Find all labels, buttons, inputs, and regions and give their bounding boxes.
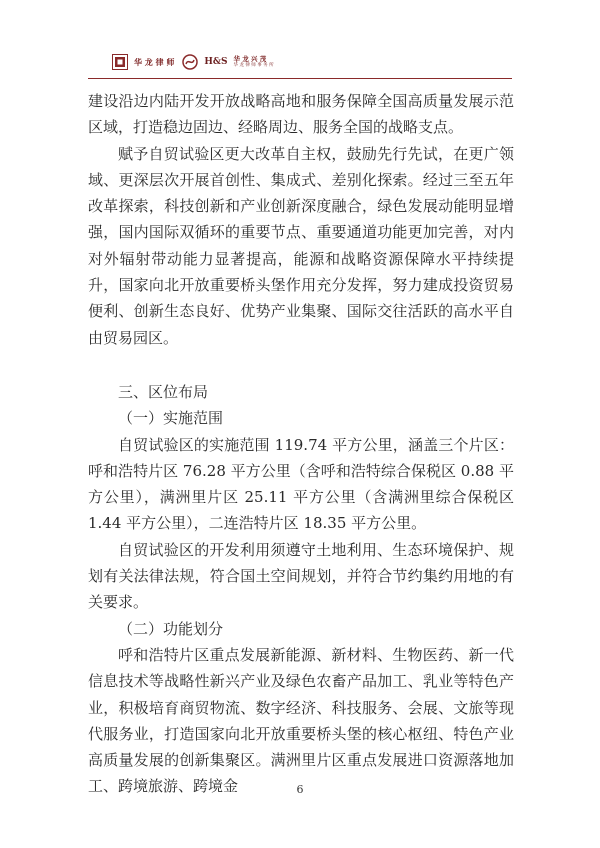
section-heading-location-layout: 三、区位布局: [118, 382, 209, 401]
section-gap: [88, 351, 514, 379]
document-body: [88, 88, 514, 800]
paragraph-land-use: 自贸试验区的开发利用须遵守土地利用、生态环境保护、规划有关法律法规，符合国土空间规划，并符合节约集约用地的有关要求。: [88, 540, 514, 612]
paragraph-scope: 自贸试验区的实施范围 119.74 平方公里，涵盖三个片区：呼和浩特片区 76.28 平方公里（含呼和浩特综合保税区 0.88 平方公里），满洲里片区 25.11 平方公里（含满洲里综合保税区 1.44 平方公里），二连浩特片区 18.35 平方公里。: [88, 435, 514, 533]
paragraph-hohhot-area: 呼和浩特片区重点发展新能源、新材料、生物医药、新一代信息技术等战略性新兴产业及绿色农畜产品加工、乳业等特色产业，积极培育商贸物流、数字经济、科技服务、会展、文旅等现代服务业，打造国家向北开放重要桥头堡的核心枢纽、特色产业高质量发展的创新集聚区。满洲里片区重点发展进口资源落地加工、跨境旅游、跨境金: [88, 645, 514, 796]
hs-logo-subtext: 华 龙 律 师 事 务 所: [233, 62, 274, 68]
hs-logo-text: 华 龙 兴 茂: [233, 55, 267, 63]
header-logos: [112, 52, 274, 72]
subheading-function-division: （二）功能划分: [118, 619, 224, 638]
hs-logo-mark: H&S: [204, 57, 228, 67]
hualong-logo-text: 华 龙 律 师: [134, 57, 175, 67]
paragraph-reform-autonomy: 赋予自贸试验区更大改革自主权，鼓励先行先试，在更广领域、更深层次开展首创性、集成式、差别化探索。经过三至五年改革探索，科技创新和产业创新深度融合，绿色发展动能明显增强，国内国际双循环的重要节点、重要通道功能更加完善，对内对外辐射带动能力显著提高，能源和战略资源保障水平持续提升，国家向北开放重要桥头堡作用充分发挥，努力建成投资贸易便利、创新生态良好、优势产业集聚、国际交往活跃的高水平自由贸易园区。: [88, 144, 514, 347]
subheading-implementation-scope: （一）实施范围: [118, 409, 224, 428]
paragraph-continued: 建设沿边内陆开发开放战略高地和服务保障全国高质量发展示范区域，打造稳边固边、经略周边、服务全国的战略支点。: [88, 92, 514, 137]
page-number: 6: [296, 783, 304, 796]
hs-logo-icon: [182, 54, 198, 70]
hs-logo-block: [234, 56, 274, 68]
hualong-logo-icon: [112, 54, 128, 70]
header-divider: [88, 78, 512, 79]
